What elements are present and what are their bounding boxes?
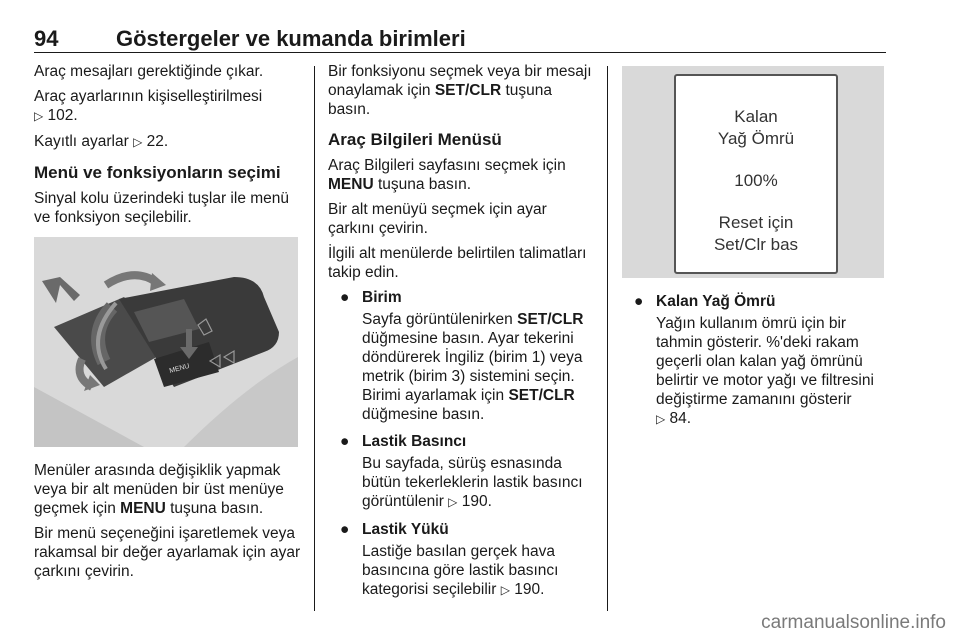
column-2 [328, 62, 596, 608]
page-reference[interactable]: 190. [514, 581, 545, 598]
bullet-icon: ● [340, 433, 350, 450]
section-heading: Menü ve fonksiyonların seçimi [34, 163, 281, 182]
page-reference[interactable]: 102. [47, 107, 78, 124]
column-3 [622, 62, 892, 437]
ref-arrow-icon: ▷ [448, 495, 458, 509]
bullet-icon: ● [340, 521, 350, 538]
item-text-part: düğmesine basın. [362, 406, 485, 423]
paragraph-text: Bir fonksiyonu seçmek veya bir mesajı onaylamak için [328, 63, 592, 99]
paragraph-text: tuşuna basın. [328, 82, 553, 118]
oil-life-list [622, 292, 892, 429]
item-title: Birim [362, 289, 402, 306]
item-text [362, 542, 596, 600]
paragraph-text: Menüler arasında değişiklik yapmak veya bir alt menüden bir üst menüye geçmek için [34, 462, 284, 517]
item-title: Kalan Yağ Ömrü [656, 293, 776, 310]
ref-arrow-icon: ▷ [133, 135, 143, 149]
oil-life-display-illustration [622, 66, 884, 278]
paragraph-text: Araç ayarlarının kişiselleştirilmesi [34, 88, 263, 105]
menu-key-label: MENU [328, 176, 374, 193]
info-display-screen [674, 74, 838, 274]
item-text [362, 310, 596, 424]
section-heading: Araç Bilgileri Menüsü [328, 130, 502, 149]
turn-signal-stalk-illustration [34, 237, 298, 447]
paragraph-text: tuşuna basın. [377, 176, 472, 193]
submenu-list [328, 288, 596, 600]
list-item [622, 292, 892, 429]
item-text-part: Yağın kullanım ömrü için bir tahmin gösterir. %'deki rakam geçerli olan kalan yağ ömrünü belirtir ve motor yağı ve filtresini değiştirme zamanını gösterir [656, 315, 874, 408]
paragraph: Araç mesajları gerektiğinde çıkar. [34, 63, 264, 80]
ref-arrow-icon: ▷ [500, 583, 510, 597]
item-text-part: Sayfa görüntülenirken [362, 311, 513, 328]
paragraph-text: tuşuna basın. [170, 500, 264, 517]
paragraph [328, 156, 596, 194]
item-text-part: düğmesine basın. Ayar tekerini döndürerek İngiliz (birim 1) veya metrik (birim 3) sistemini seçin. Birimi ayarlamak için [362, 330, 583, 404]
item-text [362, 454, 596, 512]
page-reference[interactable]: 84. [669, 410, 692, 427]
set-clr-key-label: SET/CLR [434, 82, 502, 99]
stalk-drawing [34, 237, 298, 447]
paragraph-text: Kayıtlı ayarlar [34, 133, 129, 150]
column-divider [314, 66, 315, 611]
screen-line: Kalan [734, 107, 778, 126]
list-item [328, 520, 596, 600]
page-reference[interactable]: 190. [461, 493, 492, 510]
paragraph [34, 461, 302, 518]
ref-arrow-icon: ▷ [34, 109, 44, 123]
paragraph [34, 87, 302, 126]
paragraph [328, 62, 596, 119]
list-item [328, 432, 596, 512]
set-clr-key-label: SET/CLR [517, 311, 584, 328]
screen-line: Yağ Ömrü [717, 129, 795, 148]
paragraph: İlgili alt menülerde belirtilen talimatları takip edin. [328, 245, 587, 281]
paragraph-text: Araç Bilgileri sayfasını seçmek için [328, 157, 566, 174]
chapter-title: Göstergeler ve kumanda birimleri [116, 26, 466, 51]
column-1 [34, 62, 302, 587]
paragraph: Sinyal kolu üzerindeki tuşlar ile menü ve fonksiyon seçilebilir. [34, 190, 290, 226]
bullet-icon: ● [634, 293, 644, 310]
watermark: carmanualsonline.info [761, 612, 946, 633]
menu-key-label: MENU [120, 500, 166, 517]
bullet-icon: ● [340, 289, 350, 306]
item-text-part: Lastiğe basılan gerçek hava basıncına göre lastik basıncı kategorisi seçilebilir [362, 543, 559, 598]
item-text-part: Bu sayfada, sürüş esnasında bütün tekerleklerin lastik basıncı görüntülenir [362, 455, 583, 510]
ref-arrow-icon: ▷ [656, 412, 666, 426]
column-divider [607, 66, 608, 611]
paragraph: Bir alt menüyü seçmek için ayar çarkını çevirin. [328, 201, 547, 237]
paragraph: Bir menü seçeneğini işaretlemek veya rakamsal bir değer ayarlamak için ayar çarkını çevirin. [34, 525, 301, 580]
screen-line: Set/Clr bas [713, 235, 799, 254]
page-header [34, 20, 886, 53]
figure-menu-label: MENU [168, 362, 191, 375]
screen-percentage: 100% [734, 171, 778, 190]
page-reference[interactable]: 22. [146, 133, 169, 150]
item-title: Lastik Basıncı [362, 433, 467, 450]
item-title: Lastik Yükü [362, 521, 449, 538]
page-number: 94 [34, 26, 59, 51]
list-item [328, 288, 596, 424]
item-text [656, 314, 892, 429]
set-clr-key-label: SET/CLR [508, 387, 575, 404]
screen-line: Reset için [718, 213, 794, 232]
paragraph [34, 132, 302, 152]
